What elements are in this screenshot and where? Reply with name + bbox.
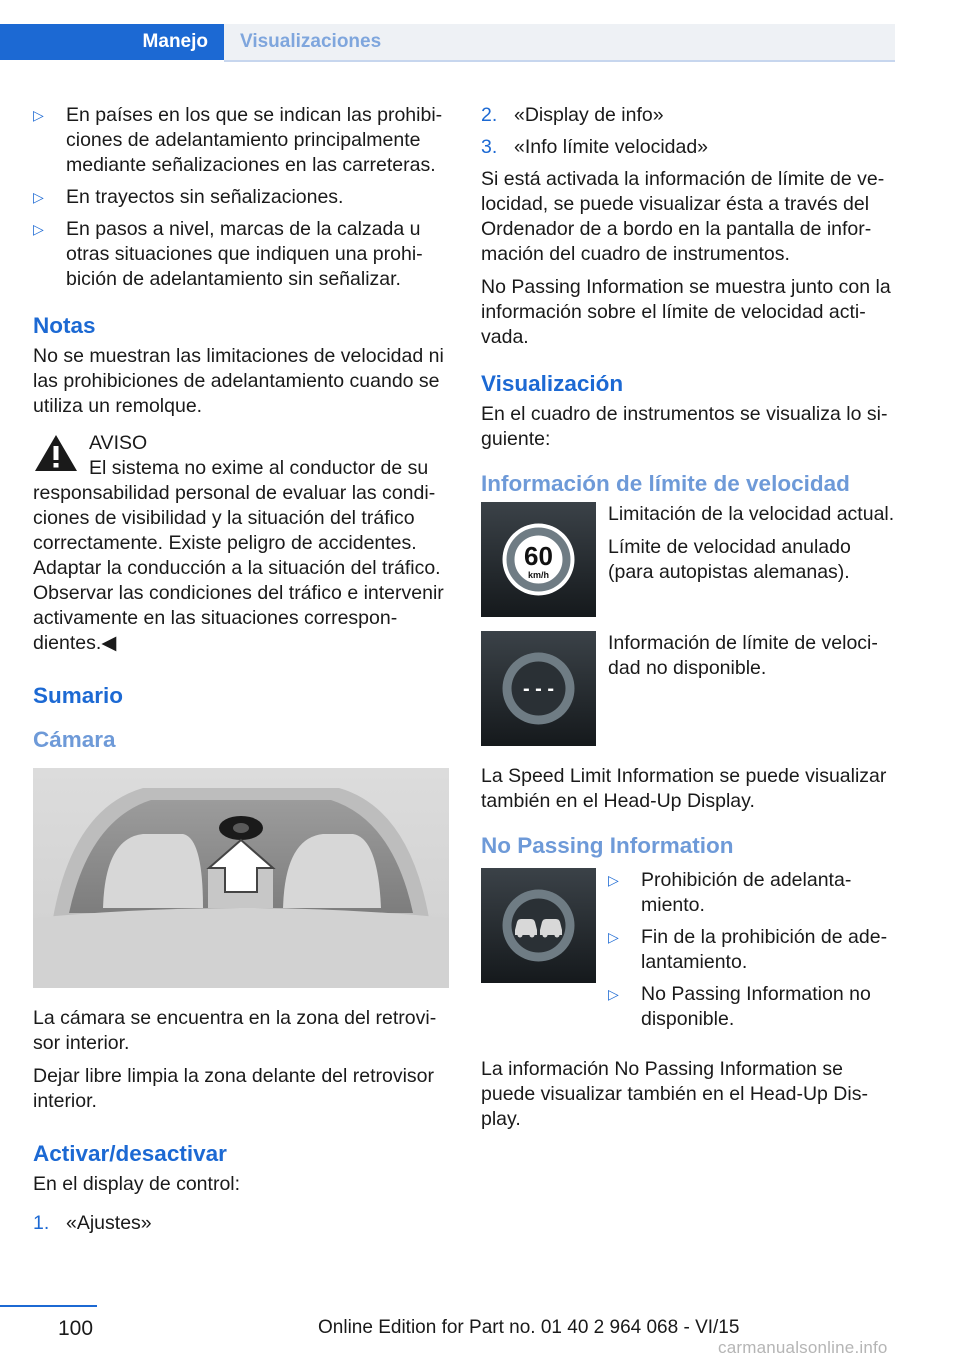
step-number: 1. [33, 1212, 50, 1234]
no-passing-icon [481, 868, 596, 983]
tab-visualizaciones[interactable]: Visualizaciones [224, 24, 895, 60]
triangle-right-icon: ▷ [608, 929, 619, 945]
speed-sign-number: 60 [524, 541, 553, 571]
no-passing-heading: No Passing Information [481, 833, 734, 858]
camara-text-1: La cámara se encuentra en la zona del retrovisor interior. [33, 1007, 437, 1054]
notas-text: No se muestran las limitaciones de velocidad ni las prohibiciones de adelantamiento cuando se utiliza un remolque. [33, 345, 444, 417]
warning-triangle-icon [33, 433, 79, 473]
steps-list-right [481, 103, 899, 160]
visualizacion-heading: Visualización [481, 371, 624, 396]
speed-limit-heading: Información de límite de velocidad [481, 471, 850, 496]
camera-location-image [33, 768, 449, 988]
list-item: ▷ No Passing Information no disponible. [608, 983, 871, 1030]
triangle-right-icon: ▷ [608, 986, 619, 1002]
tab-manejo[interactable]: Manejo [0, 24, 224, 60]
speed-sign-dash: - - - [522, 678, 555, 700]
triangle-right-icon: ▷ [33, 107, 44, 123]
hud-text: La Speed Limit Information se puede visualizar también en el Head-Up Display. [481, 765, 887, 812]
left-column [33, 103, 449, 1243]
activar-heading: Activar/desactivar [33, 1141, 227, 1166]
speed-unavailable-sign-row [481, 631, 899, 746]
watermark: carmanualsonline.info [718, 1338, 888, 1357]
triangle-right-icon: ▷ [33, 221, 44, 237]
triangle-right-icon: ▷ [33, 189, 44, 205]
camara-text-2: Dejar libre limpia la zona delante del retrovisor interior. [33, 1065, 435, 1112]
list-item: 1. «Ajustes» [33, 1212, 152, 1234]
list-item: ▷ En pasos a nivel, marcas de la calzada u otras situaciones que indiquen una prohibición de adelantamiento sin señalizar. [33, 218, 423, 290]
edition-text: Online Edition for Part no. 01 40 2 964 068 - VI/15 [318, 1317, 740, 1338]
camara-heading: Cámara [33, 727, 116, 752]
warning-title: AVISO [89, 432, 148, 454]
country-bullet-list [33, 103, 449, 292]
list-item: ▷ En países en los que se indican las prohibiciones de adelantamiento principalmente mediante señalizaciones en las carreteras. [33, 104, 443, 176]
visualizacion-text: En el cuadro de instrumentos se visualiza lo siguiente: [481, 403, 888, 450]
sumario-heading: Sumario [33, 683, 124, 708]
speed-sign-text-2: Límite de velocidad anulado (para autopistas alemanas). [608, 536, 851, 583]
list-item: 3. «Info límite velocidad» [481, 136, 709, 158]
speed-unavailable-text: Información de límite de velocidad no disponible. [608, 632, 878, 679]
step-number: 2. [481, 104, 498, 126]
list-item: ▷ En trayectos sin señalizaciones. [33, 186, 344, 208]
no-passing-sign-row [481, 868, 899, 1039]
speed-unavailable-text-block [608, 631, 899, 689]
speed-limit-sign-text [608, 502, 899, 593]
speed-limit-60-icon [481, 502, 596, 617]
activar-text: En el display de control: [33, 1173, 241, 1195]
no-passing-bullet-list [608, 868, 899, 1032]
speed-limit-sign-row [481, 502, 899, 617]
info-text-2: No Passing Information se muestra junto con la información sobre el límite de velocidad activada. [481, 276, 891, 348]
triangle-right-icon: ▷ [608, 872, 619, 888]
end-mark-icon: ◀ [101, 632, 117, 654]
step-number: 3. [481, 136, 498, 158]
no-passing-hud-text: La información No Passing Information se puede visualizar también en el Head-Up Display. [481, 1058, 868, 1130]
notas-heading: Notas [33, 313, 96, 338]
info-text-1: Si está activada la información de límite de velocidad, se puede visualizar ésta a través del Ordenador de a bordo en la pantalla de información del cuadro de instrumentos. [481, 168, 885, 265]
speed-sign-text-1: Limitación de la velocidad actual. [608, 503, 895, 525]
list-item: 2. «Display de info» [481, 104, 664, 126]
list-item: ▷ Prohibición de adelantamiento. [608, 869, 852, 916]
warning-block [33, 431, 449, 656]
speed-sign-unit: km/h [527, 570, 550, 580]
page-number: 100 [58, 1317, 94, 1340]
footer-divider [0, 1305, 97, 1307]
no-passing-text-block [608, 868, 899, 1039]
right-column [481, 103, 899, 1140]
list-item: ▷ Fin de la prohibición de adelantamiento. [608, 926, 888, 973]
steps-list-left [33, 1211, 449, 1236]
speed-limit-unavailable-icon [481, 631, 596, 746]
warning-text: El sistema no exime al conductor de su responsabilidad personal de evaluar las condiciones de visibilidad y la situación del tráfico correctamente. Existe peligro de accidentes. Adaptar la conducción a la situación del tráfico. Observar las condiciones del tráfico e intervenir activamente en las situaciones correspondientes. [33, 457, 444, 654]
page-header [0, 24, 895, 62]
tab-underline [224, 60, 895, 62]
